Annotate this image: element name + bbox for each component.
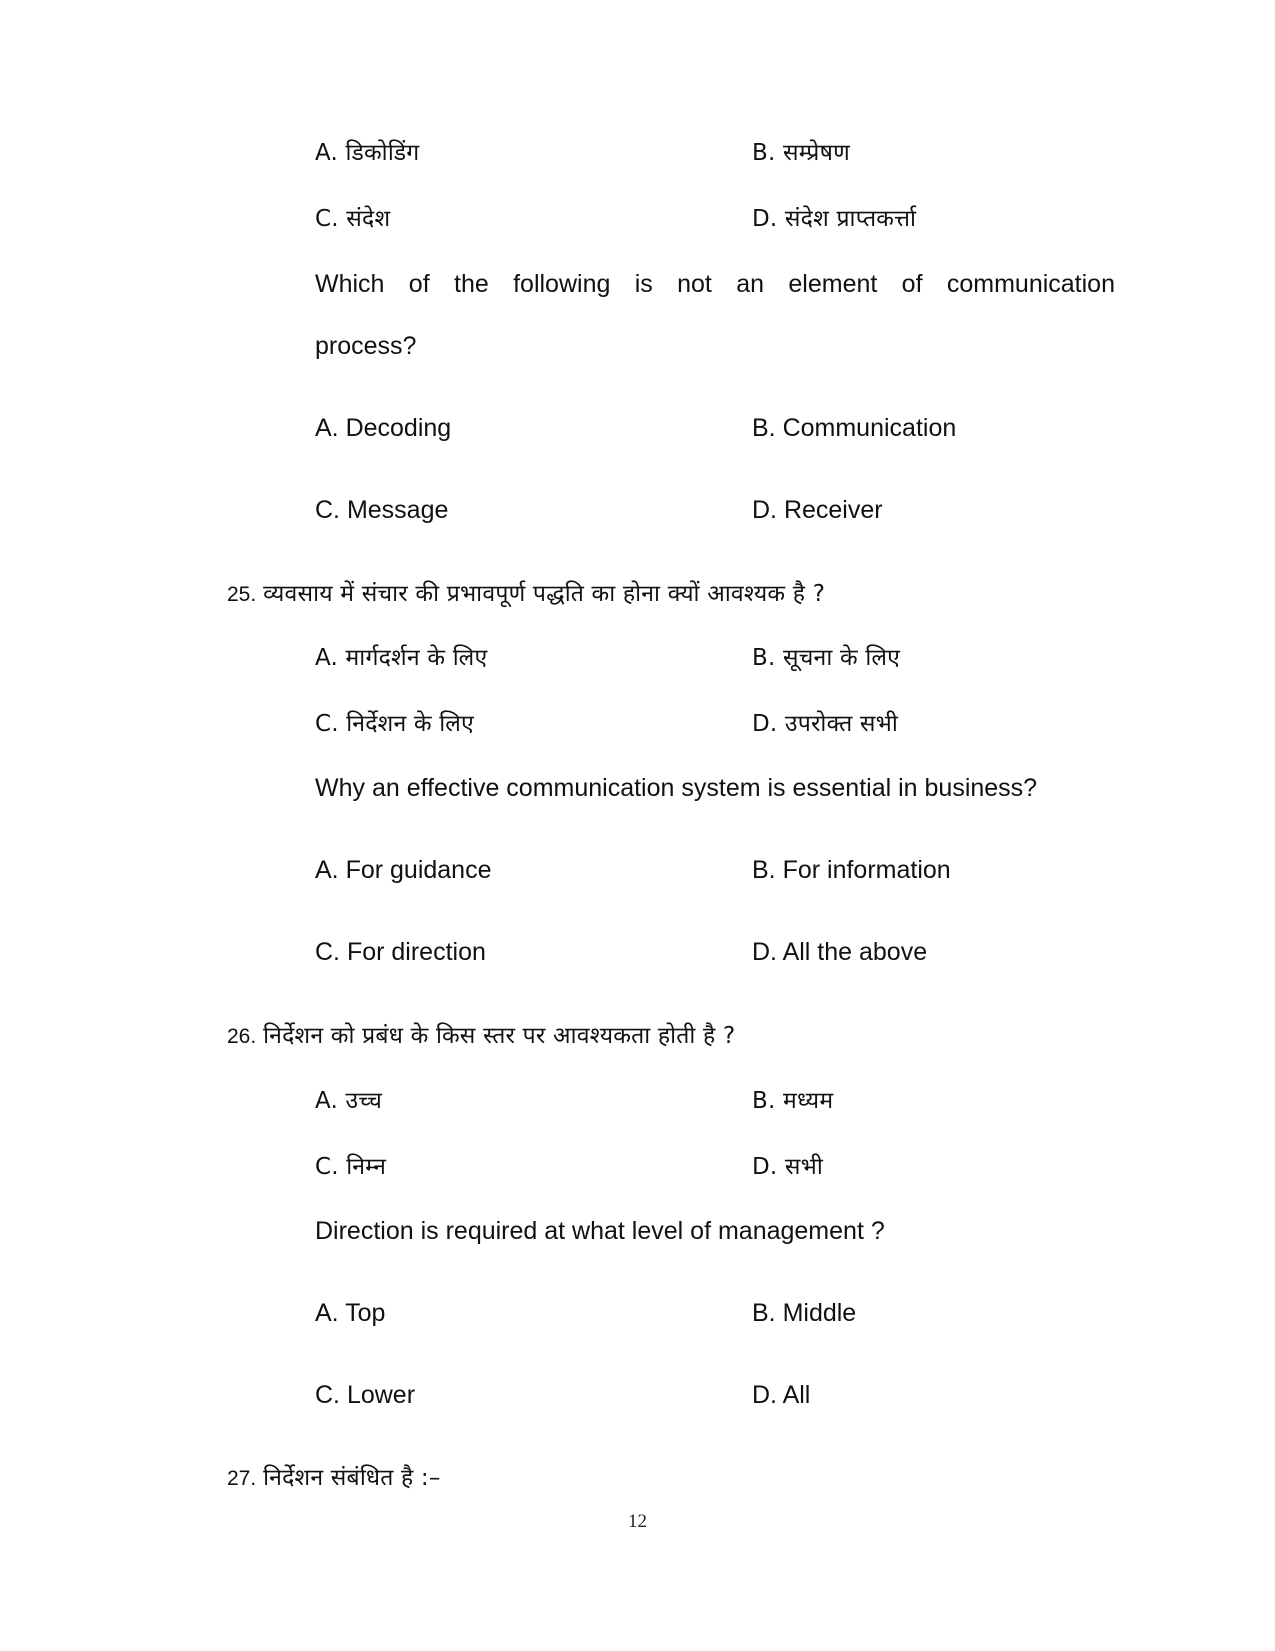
q26-english-option-b: B. Middle xyxy=(752,1299,857,1327)
q25-hindi-question xyxy=(227,577,825,611)
q25-english-option-d: D. All the above xyxy=(752,938,928,966)
q26-english-question: Direction is required at what level of management ? xyxy=(315,1217,885,1245)
q25-english-question: Why an effective communication system is essential in business? xyxy=(315,774,1038,802)
q24-english-question-line1: Which of the following is not an element of communication xyxy=(315,270,1115,298)
q24-english-option-a: A. Decoding xyxy=(315,414,452,442)
q24-english-option-b: B. Communication xyxy=(752,414,957,442)
q26-hindi-option-c: C. निम्न xyxy=(315,1154,387,1180)
page-number: 12 xyxy=(628,1511,647,1532)
q25-english-option-a: A. For guidance xyxy=(315,856,492,884)
q25-hindi-option-a: A. मार्गदर्शन के लिए xyxy=(315,645,488,671)
q25-hindi-question-text: व्यवसाय में संचार की प्रभावपूर्ण पद्धति का होना क्यों आवश्यक है ? xyxy=(263,581,826,607)
q26-english-option-a: A. Top xyxy=(315,1299,386,1327)
q25-hindi-option-b: B. सूचना के लिए xyxy=(752,645,901,671)
q26-english-option-d: D. All xyxy=(752,1381,811,1409)
q27-hindi-question-text: निर्देशन संबंधित है :– xyxy=(263,1465,441,1491)
q26-hindi-option-b: B. मध्यम xyxy=(752,1088,834,1114)
q26-hindi-question xyxy=(227,1019,735,1053)
q25-hindi-option-c: C. निर्देशन के लिए xyxy=(315,711,474,737)
q24-hindi-option-c: C. संदेश xyxy=(315,206,391,232)
q26-english-option-c: C. Lower xyxy=(315,1381,416,1409)
q26-hindi-option-d: D. सभी xyxy=(752,1154,824,1180)
q26-hindi-question-text: निर्देशन को प्रबंध के किस स्तर पर आवश्यकता होती है ? xyxy=(263,1023,736,1049)
q25-english-option-b: B. For information xyxy=(752,856,951,884)
q25-hindi-option-d: D. उपरोक्त सभी xyxy=(752,711,898,737)
q25-number: 25. xyxy=(227,583,257,606)
q26-hindi-option-a: A. उच्च xyxy=(315,1088,383,1114)
q24-hindi-option-d: D. संदेश प्राप्तकर्त्ता xyxy=(752,206,917,232)
q27-hindi-question xyxy=(227,1461,441,1495)
q24-hindi-option-a: A. डिकोडिंग xyxy=(315,140,420,166)
q24-english-question-line2: process? xyxy=(315,332,417,360)
q26-number: 26. xyxy=(227,1025,257,1048)
q27-number: 27. xyxy=(227,1467,257,1490)
q24-hindi-option-b: B. सम्प्रेषण xyxy=(752,140,850,166)
q24-english-option-d: D. Receiver xyxy=(752,496,883,524)
q25-english-option-c: C. For direction xyxy=(315,938,486,966)
q24-english-option-c: C. Message xyxy=(315,496,449,524)
